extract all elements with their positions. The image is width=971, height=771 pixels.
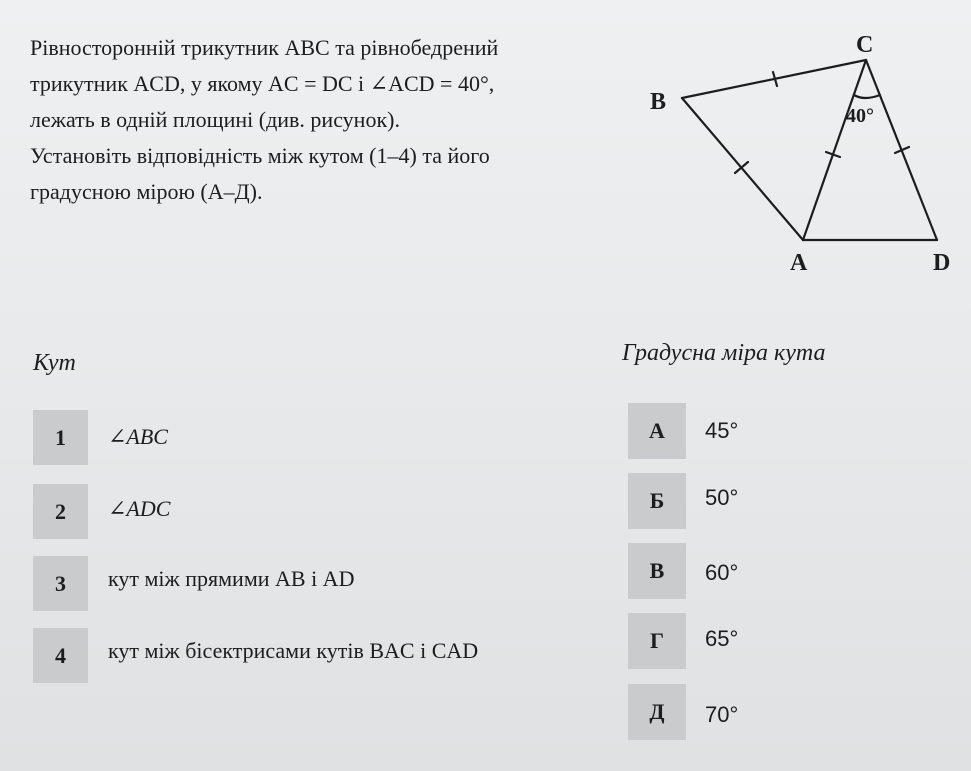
left-column-header: Кут xyxy=(33,350,76,376)
item-number-1: 1 xyxy=(33,410,88,465)
option-value-d: 70° xyxy=(705,702,739,727)
task-statement xyxy=(30,30,640,210)
task-line-1: Рівносторонній трикутник ABC та рівнобедрений xyxy=(30,35,499,60)
option-value-a: 45° xyxy=(705,418,739,443)
item-text-4: кут між бісектрисами кутів BAC і CAD xyxy=(108,638,479,663)
label-c: C xyxy=(856,32,874,58)
side-ab xyxy=(682,98,803,240)
item-number-4: 4 xyxy=(33,628,88,683)
option-letter-g: Г xyxy=(628,613,686,669)
triangle-diagram xyxy=(640,25,971,295)
task-line-4: Установіть відповідність між кутом (1–4) та його xyxy=(30,143,490,168)
label-a: A xyxy=(790,250,808,276)
item-text-2: ∠ADC xyxy=(108,496,171,521)
right-column-header: Градусна міра кута xyxy=(622,340,826,366)
option-letter-b: Б xyxy=(628,473,686,529)
task-line-3: лежать в одній площині (див. рисунок). xyxy=(30,107,400,132)
item-text-1: ∠ABC xyxy=(108,424,168,449)
option-letter-a: А xyxy=(628,403,686,459)
angle-arc-c xyxy=(854,95,880,98)
label-b: B xyxy=(650,89,667,115)
side-ac xyxy=(803,60,866,240)
task-line-5: градусною мірою (А–Д). xyxy=(30,179,263,204)
option-value-v: 60° xyxy=(705,560,739,585)
item-text-3: кут між прямими AB і AD xyxy=(108,566,355,591)
option-letter-v: В xyxy=(628,543,686,599)
angle-label: 40° xyxy=(846,105,874,127)
triangle-figure xyxy=(640,25,971,295)
item-number-3: 3 xyxy=(33,556,88,611)
option-value-b: 50° xyxy=(705,485,739,510)
option-letter-d: Д xyxy=(628,684,686,740)
option-value-g: 65° xyxy=(705,626,739,651)
label-d: D xyxy=(933,250,951,276)
task-line-2: трикутник ACD, у якому AC = DC і ∠ACD = 40°, xyxy=(30,71,495,96)
item-number-2: 2 xyxy=(33,484,88,539)
